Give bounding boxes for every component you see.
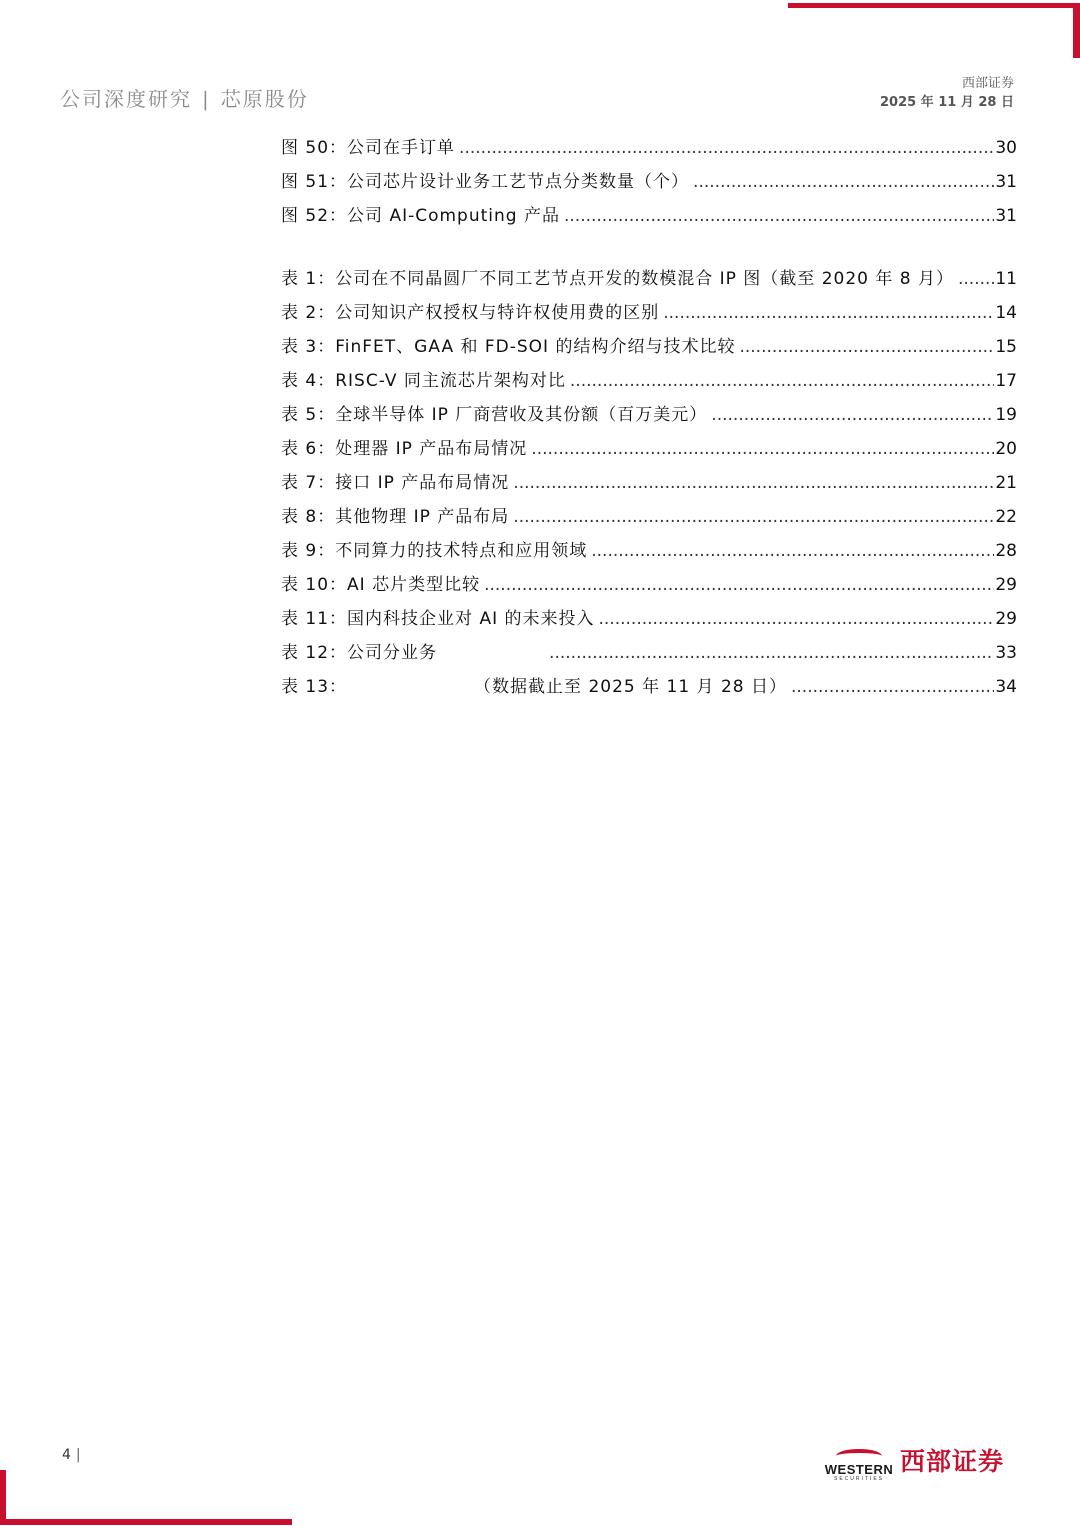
logo-english-name: WESTERN bbox=[824, 1462, 894, 1477]
toc-entry-page: 29 bbox=[995, 609, 1017, 629]
report-date: 2025 年 11 月 28 日 bbox=[880, 95, 1014, 110]
toc-leader-dots bbox=[513, 507, 994, 527]
toc-entry-label: 表 9：不同算力的技术特点和应用领域 bbox=[281, 541, 588, 561]
toc-entry-label: 表 11：国内科技企业对 AI 的未来投入 bbox=[281, 609, 595, 629]
toc-entry-page: 21 bbox=[995, 473, 1017, 493]
page-footer-number bbox=[62, 1447, 81, 1463]
toc-entry-page: 31 bbox=[995, 172, 1017, 192]
toc-entry-page: 29 bbox=[995, 575, 1017, 595]
toc-entry-label: 图 50：公司在手订单 bbox=[281, 138, 456, 158]
toc-entry-label: 表 4：RISC-V 同主流芯片架构对比 bbox=[281, 371, 566, 391]
toc-entry-label: 表 8：其他物理 IP 产品布局 bbox=[281, 507, 510, 527]
toc-entry-page: 33 bbox=[995, 643, 1017, 663]
toc-leader-dots bbox=[564, 206, 994, 226]
toc-entry[interactable] bbox=[281, 366, 1017, 400]
toc-leader-dots bbox=[958, 269, 994, 289]
toc-entry-page: 34 bbox=[995, 677, 1017, 697]
toc-entry[interactable] bbox=[281, 434, 1017, 468]
toc-leader-dots bbox=[711, 405, 994, 425]
toc-entry[interactable] bbox=[281, 264, 1017, 298]
toc-entry-page: 19 bbox=[995, 405, 1017, 425]
toc-entry-label: 表 7：接口 IP 产品布局情况 bbox=[281, 473, 510, 493]
toc-entry-page: 30 bbox=[995, 138, 1017, 158]
toc-entry[interactable] bbox=[281, 638, 1017, 672]
toc-entry-page: 15 bbox=[995, 337, 1017, 357]
figures-toc bbox=[281, 133, 1017, 235]
western-securities-logo bbox=[822, 1440, 1017, 1480]
toc-entry-page: 28 bbox=[995, 541, 1017, 561]
toc-entry-label: 图 52：公司 AI-Computing 产品 bbox=[281, 206, 560, 226]
page-number: 4 bbox=[62, 1447, 71, 1463]
toc-leader-dots bbox=[791, 677, 994, 697]
toc-entry-label: 表 2：公司知识产权授权与特许权使用费的区别 bbox=[281, 303, 660, 323]
toc-entry-label: 表 10：AI 芯片类型比较 bbox=[281, 575, 481, 595]
page-header-title bbox=[60, 83, 309, 112]
page-header-meta bbox=[880, 74, 1014, 112]
report-type: 公司深度研究 bbox=[60, 87, 192, 111]
toc-entry[interactable] bbox=[281, 133, 1017, 167]
toc-entry[interactable] bbox=[281, 167, 1017, 201]
toc-leader-dots bbox=[693, 172, 994, 192]
toc-entry[interactable] bbox=[281, 201, 1017, 235]
toc-leader-dots bbox=[599, 609, 995, 629]
logo-english-subtitle: SECURITIES bbox=[833, 1476, 884, 1482]
toc-entry-page: 20 bbox=[995, 439, 1017, 459]
toc-entry[interactable] bbox=[281, 570, 1017, 604]
corner-frame-top-vertical bbox=[1073, 3, 1080, 58]
toc-entry[interactable] bbox=[281, 298, 1017, 332]
toc-entry-page: 31 bbox=[995, 206, 1017, 226]
toc-leader-dots bbox=[739, 337, 994, 357]
toc-leader-dots bbox=[549, 643, 994, 663]
tables-toc bbox=[281, 264, 1017, 706]
toc-entry-page: 11 bbox=[995, 269, 1017, 289]
toc-entry-label: 表 13： （数据截止至 2025 年 11 月 28 日） bbox=[281, 677, 787, 697]
toc-entry-label: 表 6：处理器 IP 产品布局情况 bbox=[281, 439, 528, 459]
toc-entry[interactable] bbox=[281, 400, 1017, 434]
logo-chinese-name: 西部证券 bbox=[900, 1447, 1005, 1476]
toc-leader-dots bbox=[459, 138, 994, 158]
toc-entry[interactable] bbox=[281, 468, 1017, 502]
logo-arc-icon bbox=[836, 1449, 882, 1463]
toc-entry[interactable] bbox=[281, 502, 1017, 536]
toc-leader-dots bbox=[484, 575, 994, 595]
toc-entry[interactable] bbox=[281, 672, 1017, 706]
corner-frame-bottom-vertical bbox=[0, 1470, 6, 1525]
toc-entry-page: 14 bbox=[995, 303, 1017, 323]
footer-separator: | bbox=[75, 1447, 81, 1463]
toc-entry-label: 表 3：FinFET、GAA 和 FD-SOI 的结构介绍与技术比较 bbox=[281, 337, 736, 357]
toc-entry-label: 表 5：全球半导体 IP 厂商营收及其份额（百万美元） bbox=[281, 405, 708, 425]
toc-entry-label: 表 1：公司在不同晶圆厂不同工艺节点开发的数模混合 IP 图（截至 2020 年 8 月） bbox=[281, 269, 954, 289]
logo-emblem bbox=[822, 1449, 896, 1482]
toc-entry-page: 22 bbox=[995, 507, 1017, 527]
toc-leader-dots bbox=[591, 541, 994, 561]
toc-entry-label: 图 51：公司芯片设计业务工艺节点分类数量（个） bbox=[281, 172, 690, 192]
toc-entry[interactable] bbox=[281, 536, 1017, 570]
toc-entry-page: 17 bbox=[995, 371, 1017, 391]
toc-leader-dots bbox=[570, 371, 994, 391]
header-separator: | bbox=[202, 87, 211, 111]
company-name: 芯原股份 bbox=[220, 87, 309, 111]
toc-leader-dots bbox=[531, 439, 994, 459]
toc-entry-label: 表 12：公司分业务 bbox=[281, 643, 546, 663]
toc-leader-dots bbox=[513, 473, 994, 493]
toc-entry[interactable] bbox=[281, 604, 1017, 638]
broker-name: 西部证券 bbox=[961, 76, 1014, 91]
toc-entry[interactable] bbox=[281, 332, 1017, 366]
corner-frame-bottom bbox=[0, 1519, 292, 1525]
corner-frame-top bbox=[788, 3, 1080, 8]
toc-leader-dots bbox=[663, 303, 994, 323]
